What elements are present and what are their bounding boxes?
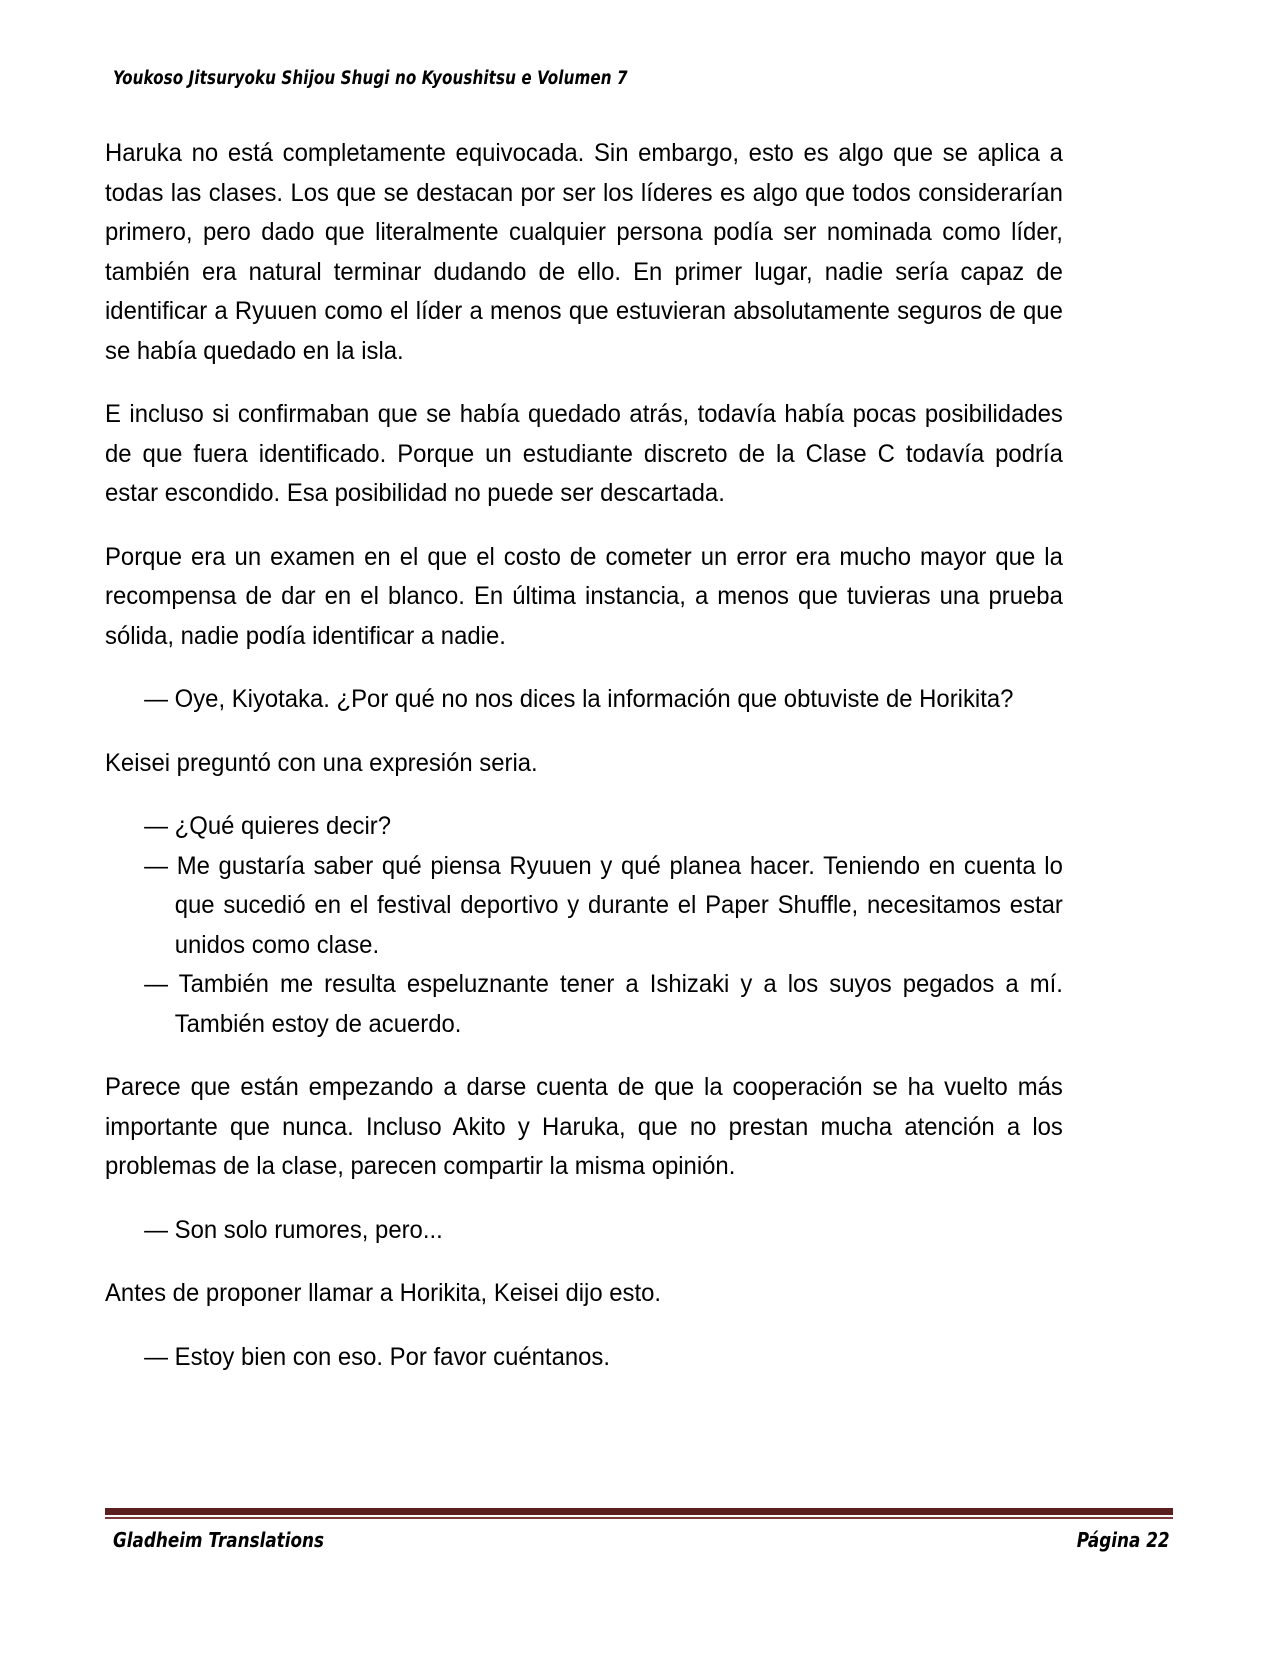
- dialogue-group-3: [105, 1211, 1108, 1251]
- paragraph-3: Porque era un examen en el que el costo de cometer un error era mucho mayor que la recompensa de dar en el blanco. En última instancia, a menos que tuvieras una prueba sólida, nadie podía identificar a nadie.: [105, 542, 1063, 650]
- dialogue-line: — Son solo rumores, pero...: [144, 1215, 443, 1244]
- dialogue-line: — ¿Qué quieres decir?: [144, 812, 391, 840]
- dialogue-group-1: [105, 680, 1108, 720]
- footer-rule-thin: [105, 1517, 1173, 1519]
- page-footer: [113, 1528, 1170, 1552]
- dialogue-line: — Me gustaría saber qué piensa Ryuuen y qué planea hacer. Teniendo en cuenta lo que sucedió en el festival deportivo y durante el Paper Shuffle, necesitamos estar unidos como clase.: [144, 851, 1063, 959]
- paragraph-6: Antes de proponer llamar a Horikita, Keisei dijo esto.: [105, 1279, 662, 1307]
- paragraph-1: Haruka no está completamente equivocada. Sin embargo, esto es algo que se aplica a todas las clases. Los que se destacan por ser los líderes es algo que todos considerarían primero, pero dado que literalmente cualquier persona podía ser nominada como líder, también era natural terminar dudando de ello. En primer lugar, nadie sería capaz de identificar a Ryuuen como el líder a menos que estuvieran absolutamente seguros de que se había quedado en la isla.: [105, 139, 1063, 365]
- dialogue-line: — También me resulta espeluznante tener a Ishizaki y a los suyos pegados a mí. También estoy de acuerdo.: [144, 970, 1063, 1038]
- document-body: [105, 134, 1108, 1401]
- paragraph-4: Keisei preguntó con una expresión seria.: [105, 748, 538, 777]
- dialogue-line: — Oye, Kiyotaka. ¿Por qué no nos dices la información que obtuviste de Horikita?: [144, 685, 1014, 713]
- footer-rule-thick: [105, 1508, 1173, 1515]
- page-header-title: Youkoso Jitsuryoku Shijou Shugi no Kyoushitsu e Volumen 7: [113, 68, 628, 89]
- dialogue-line: — Estoy bien con eso. Por favor cuéntanos.: [144, 1342, 610, 1371]
- paragraph-5: Parece que están empezando a darse cuenta de que la cooperación se ha vuelto más importante que nunca. Incluso Akito y Haruka, que no prestan mucha atención a los problemas de la clase, parecen compartir la misma opinión.: [105, 1073, 1063, 1180]
- footer-translator-credit: Gladheim Translations: [113, 1528, 324, 1552]
- dialogue-group-2: [105, 807, 1108, 1044]
- footer-page-number: Página 22: [1077, 1528, 1170, 1552]
- dialogue-group-4: [105, 1338, 1108, 1378]
- footer-divider: [105, 1508, 1173, 1519]
- paragraph-2: E incluso si confirmaban que se había quedado atrás, todavía había pocas posibilidades de que fuera identificado. Porque un estudiante discreto de la Clase C todavía podría estar escondido. Esa posibilidad no puede ser descartada.: [105, 400, 1063, 507]
